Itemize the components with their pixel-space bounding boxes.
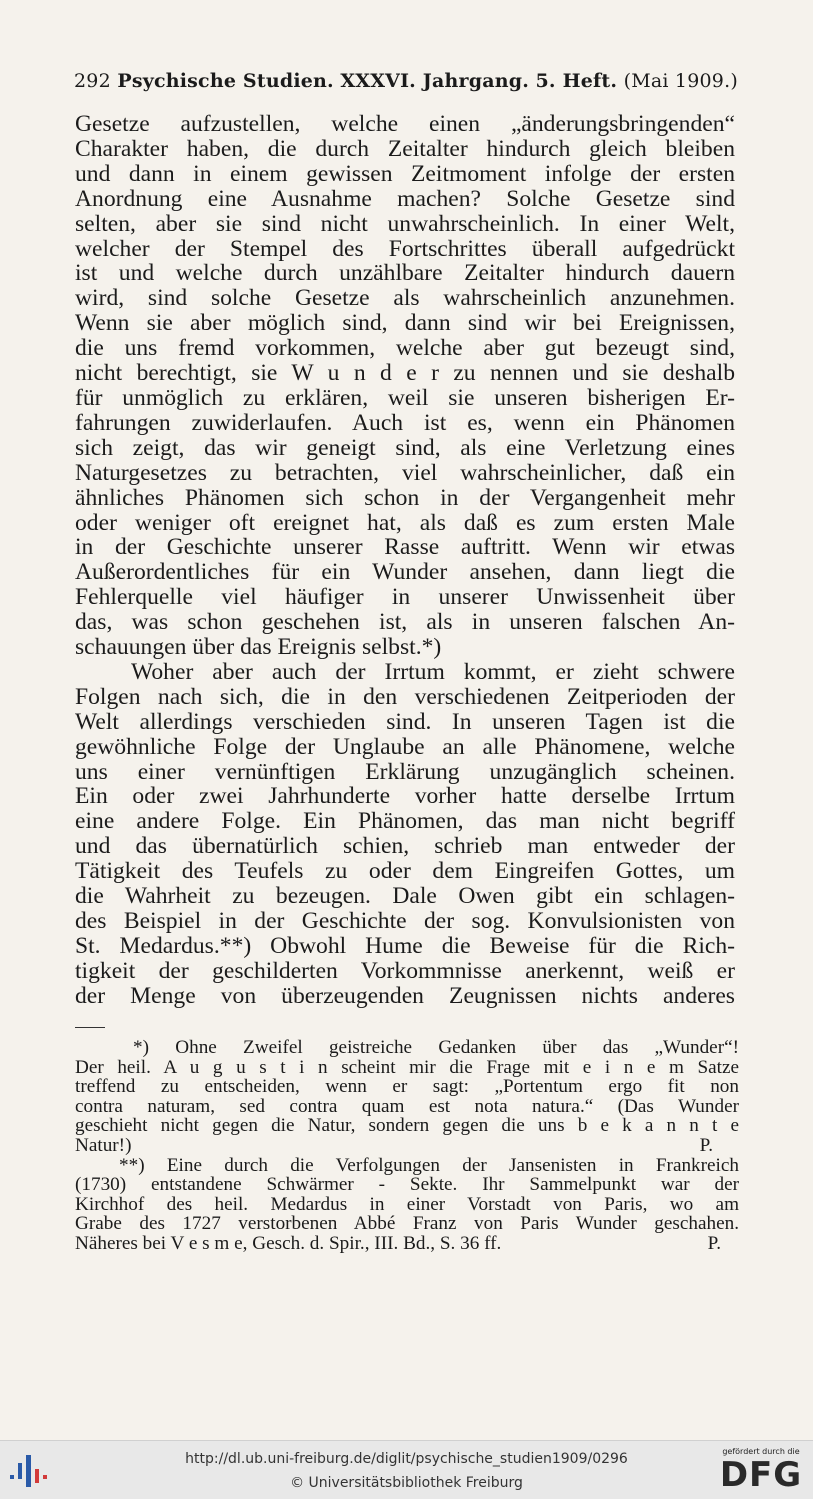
body-line: in der Geschichte unserer Rasse auftritt. Wenn wir etwas [75, 534, 735, 561]
copyright-notice: © Universitätsbibliothek Freiburg [290, 1475, 523, 1491]
body-line: Naturgesetzes zu betrachten, viel wahrscheinlicher, daß ein [75, 459, 735, 486]
body-line: Anordnung eine Ausnahme machen? Solche Gesetze sind [75, 185, 735, 212]
body-line: und dann in einem gewissen Zeitmoment infolge der ersten [75, 160, 735, 187]
body-line: Gesetze aufzustellen, welche einen „änderungsbringenden“ [75, 111, 735, 137]
footnote-line: treffend zu entscheiden, wenn er sagt: „Portentum ergo fit non [75, 1076, 739, 1098]
footnote-signature: P. [699, 1134, 713, 1156]
body-line: welcher der Stempel des Fortschrittes überall aufgedrückt [75, 235, 735, 262]
body-line: Folgen nach sich, die in den verschiedenen Zeitperioden der [75, 683, 735, 710]
footnote-line: (1730) entstandene Schwärmer - Sekte. Ihr Sammelpunkt war der [75, 1174, 739, 1196]
running-header [74, 70, 738, 92]
footnote-line: geschieht nicht gegen die Natur, sondern gegen die uns b e k a n n t e [75, 1115, 739, 1137]
page-number: 292 [74, 70, 111, 92]
body-line: Ein oder zwei Jahrhunderte vorher hatte derselbe Irrtum [75, 783, 735, 810]
issue-label: 5. Heft. [535, 70, 618, 92]
body-line: fahrungen zuwiderlaufen. Auch ist es, wenn ein Phänomen [75, 409, 735, 436]
body-line: die Wahrheit zu bezeugen. Dale Owen gibt ein schlagen- [75, 883, 735, 910]
body-line: uns einer vernünftigen Erklärung unzugänglich scheinen. [75, 758, 735, 785]
footnote-line: contra naturam, sed contra quam est nota natura.“ (Das Wunder [75, 1095, 739, 1117]
body-line: tigkeit der geschilderten Vorkommnisse anerkennt, weiß er [75, 957, 735, 984]
body-line: der Menge von überzeugenden Zeugnissen nichts anderes [75, 982, 735, 1009]
journal-title: Psychische Studien. [117, 70, 334, 92]
body-text [75, 112, 735, 1009]
body-line: wird, sind solche Gesetze als wahrscheinlich anzunehmen. [75, 285, 735, 312]
footnote-line: Kirchhof des heil. Medardus in einer Vorstadt von Paris, wo am [75, 1193, 739, 1215]
footnote-line: Der heil. A u g u s t i n scheint mir die Frage mit e i n e m Satze [75, 1056, 739, 1078]
body-line: Woher aber auch der Irrtum kommt, er zieht schwere [131, 658, 735, 685]
footnote-line-last [75, 1136, 739, 1156]
body-line: oder weniger oft ereignet hat, als daß es zum ersten Male [75, 509, 735, 536]
body-line: gewöhnliche Folge der Unglaube an alle Phänomene, welche [75, 733, 735, 760]
body-line: für unmöglich zu erklären, weil sie unseren bisherigen Er- [75, 384, 735, 411]
volume-label: XXXVI. Jahrgang. [340, 70, 530, 92]
footnote-text: Natur!) [75, 1134, 132, 1156]
body-line: nicht berechtigt, sie W u n d e r zu nennen und sie deshalb [75, 360, 735, 387]
dfg-logo [714, 1447, 808, 1495]
viewer-footer [0, 1440, 813, 1499]
body-line: sich zeigt, das wir geneigt sind, als eine Verletzung eines [75, 434, 735, 461]
footnote-signature: P. [707, 1232, 721, 1254]
body-line: Charakter haben, die durch Zeitalter hindurch gleich bleiben [75, 135, 735, 162]
footnote-line: Grabe des 1727 verstorbenen Abbé Franz von Paris Wunder geschahen. [75, 1213, 739, 1235]
body-line: ist und welche durch unzählbare Zeitalter hindurch dauern [75, 260, 735, 287]
dfg-logo-text: DFG [719, 1455, 803, 1495]
body-line: die uns fremd vorkommen, welche aber gut bezeugt sind, [75, 335, 735, 362]
body-line: das, was schon geschehen ist, als in unseren falschen An- [75, 609, 735, 636]
issue-date: (Mai 1909.) [623, 70, 738, 92]
footnote-line-last [75, 1234, 739, 1254]
body-line: Welt allerdings verschieden sind. In unseren Tagen ist die [75, 708, 735, 735]
body-line: eine andere Folge. Ein Phänomen, das man nicht begriff [75, 808, 735, 835]
body-line: ähnliches Phänomen sich schon in der Vergangenheit mehr [75, 484, 735, 511]
permalink-url[interactable]: http://dl.ub.uni-freiburg.de/diglit/psychische_studien1909/0296 [185, 1451, 628, 1467]
footnotes [75, 1038, 739, 1254]
footnote-line: **) Eine durch die Verfolgungen der Jansenisten in Frankreich [119, 1154, 739, 1176]
body-line: und das übernatürlich schien, schrieb man entweder der [75, 833, 735, 860]
body-line: St. Medardus.**) Obwohl Hume die Beweise für die Rich- [75, 932, 735, 959]
footnote-separator [75, 1027, 105, 1028]
dfg-sponsor-note: gefördert durch die [722, 1447, 800, 1456]
body-line: Tätigkeit des Teufels zu oder dem Eingreifen Gottes, um [75, 858, 735, 885]
body-line: Wenn sie aber möglich sind, dann sind wir bei Ereignissen, [75, 310, 735, 337]
body-line: selten, aber sie sind nicht unwahrscheinlich. In einer Welt, [75, 210, 735, 237]
body-line: des Beispiel in der Geschichte der sog. Konvulsionisten von [75, 908, 735, 934]
body-line: Außerordentliches für ein Wunder ansehen, dann liegt die [75, 559, 735, 586]
body-line: Fehlerquelle viel häufiger in unserer Unwissenheit über [75, 584, 735, 611]
footnote-text: Näheres bei V e s m e, Gesch. d. Spir., III. Bd., S. 36 ff. [75, 1232, 502, 1254]
body-line: schauungen über das Ereignis selbst.*) [75, 634, 442, 661]
footnote-line: *) Ohne Zweifel geistreiche Gedanken über das „Wunder“! [133, 1037, 739, 1058]
